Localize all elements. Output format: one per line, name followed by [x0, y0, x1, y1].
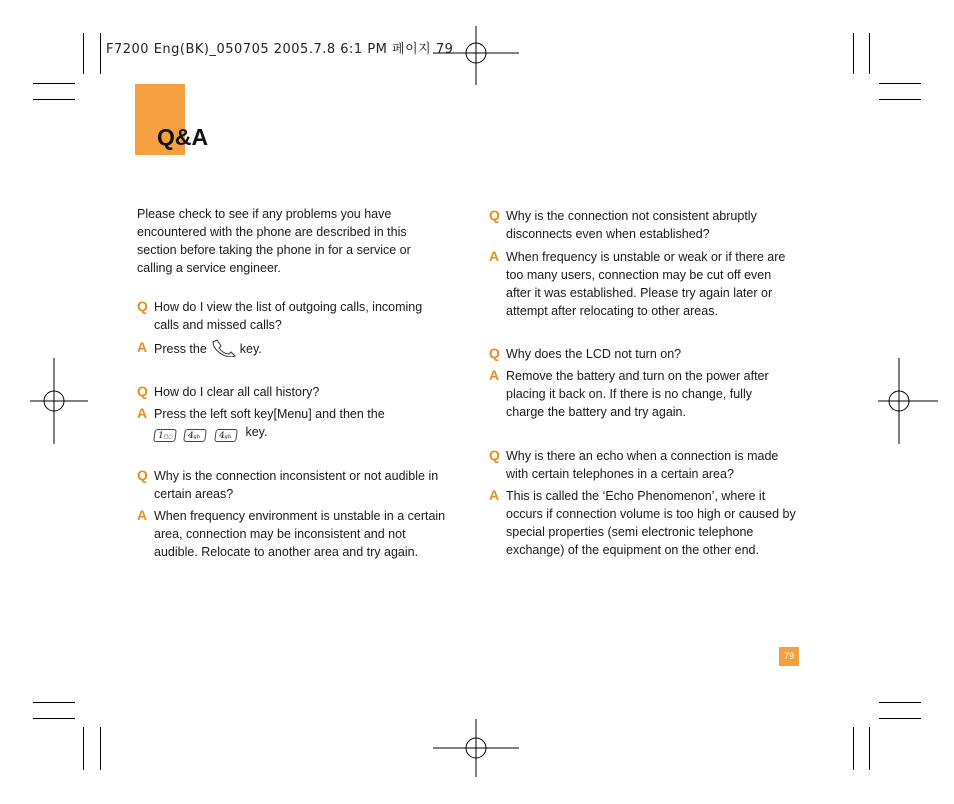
question-mark-letter: Q — [137, 298, 148, 314]
key-1-icon: 1□○ — [153, 429, 177, 442]
answer-line: Press the left soft key[Menu] and then the — [154, 407, 385, 421]
answer-text: When frequency is unstable or weak or if there are too many users, connection may be cut off even after it was established. Please try again later or attempt after relocating to other areas. — [506, 250, 786, 318]
answer-mark-letter: A — [137, 339, 148, 355]
answer-text: This is called the ‘Echo Phenomenon’, where it occurs if connection volume is too high or caused by special properties (semi electronic telephone exchange) of the equipment on the other end. — [506, 489, 796, 557]
answer-mark-letter: A — [137, 405, 148, 421]
question-mark-letter: Q — [489, 345, 500, 361]
question-mark-letter: Q — [137, 383, 148, 399]
question-text: How do I view the list of outgoing calls, incoming calls and missed calls? — [154, 300, 423, 332]
answer-text: When frequency environment is unstable in a certain area, connection may be inconsistent and not audible. Relocate to another area and try again. — [154, 509, 446, 559]
answer-text-after: key. — [245, 425, 268, 439]
question-text: Why does the LCD not turn on? — [506, 347, 682, 361]
answer-text — [154, 339, 450, 358]
key-4-icon: 4gh — [214, 429, 238, 442]
print-slug: F7200 Eng(BK)_050705 2005.7.8 6:1 PM 페이지 79 — [106, 42, 454, 57]
answer-mark-letter: A — [489, 487, 500, 503]
answer-text: Remove the battery and turn on the power after placing it back on. If there is no change, fully charge the battery and try again. — [506, 369, 769, 419]
question-mark-letter: Q — [489, 207, 500, 223]
question-mark-letter: Q — [489, 447, 500, 463]
answer-mark-letter: A — [137, 507, 148, 523]
page-title: Q&A — [157, 124, 209, 150]
key-sequence — [154, 423, 450, 442]
key-4-icon: 4gh — [184, 429, 208, 442]
send-key-icon — [210, 339, 236, 357]
page-number: 79 — [779, 647, 799, 666]
answer-mark-letter: A — [489, 248, 500, 264]
registration-mark-bottom — [433, 705, 519, 791]
question-text: Why is the connection not consistent abruptly disconnects even when established? — [506, 209, 757, 241]
intro-paragraph: Please check to see if any problems you have encountered with the phone are described in this section before taking the phone in for a service or calling a service engineer. — [137, 207, 411, 275]
question-text: Why is the connection inconsistent or not audible in certain areas? — [154, 469, 439, 501]
answer-text-after: key. — [239, 342, 262, 356]
registration-mark-left — [25, 358, 111, 444]
registration-mark-right — [862, 358, 948, 444]
question-mark-letter: Q — [137, 467, 148, 483]
answer-mark-letter: A — [489, 367, 500, 383]
question-text: Why is there an echo when a connection is made with certain telephones in a certain area? — [506, 449, 779, 481]
question-text: How do I clear all call history? — [154, 385, 320, 399]
answer-text — [154, 405, 450, 442]
answer-text-before: Press the — [154, 342, 207, 356]
